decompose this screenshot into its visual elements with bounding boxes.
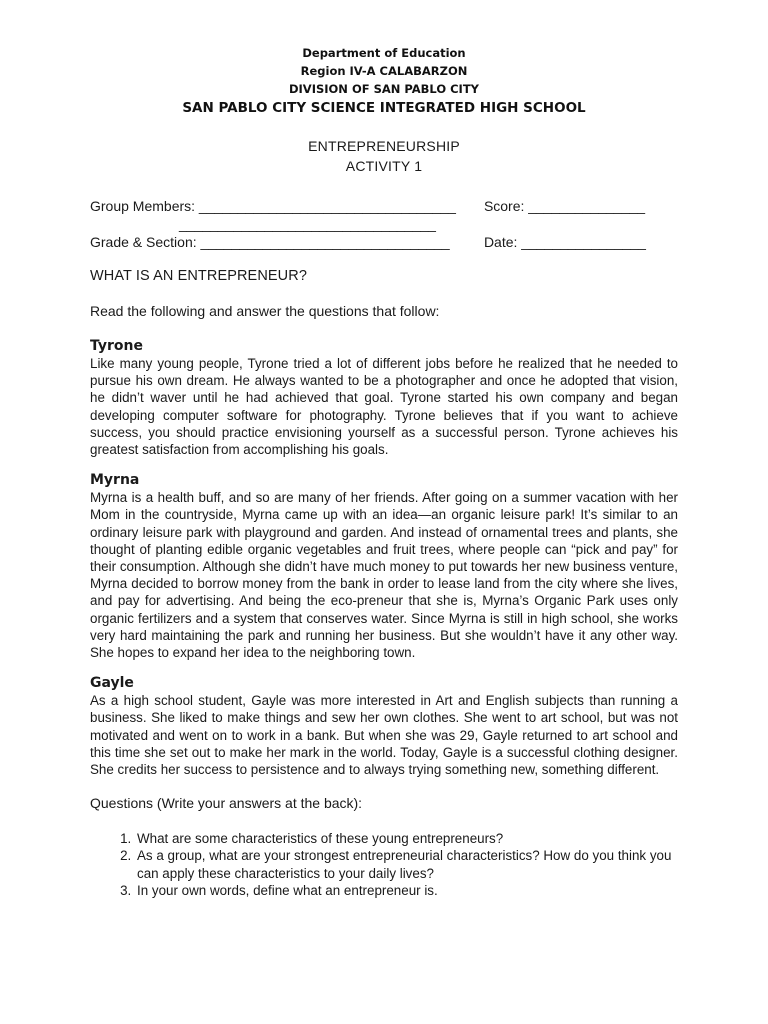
date-field: Date: ________________ <box>483 234 646 250</box>
document-header <box>90 44 678 118</box>
form-row-members <box>90 197 678 215</box>
grade-section-field: Grade & Section: ________________________________ <box>90 234 450 250</box>
form-row-grade <box>90 233 678 251</box>
story-name: Gayle <box>90 675 134 692</box>
school-name: SAN PABLO CITY SCIENCE INTEGRATED HIGH SCHOOL <box>182 100 586 116</box>
question-item: 3. In your own words, define what an entrepreneur is. <box>135 882 678 899</box>
question-item: 2. As a group, what are your strongest entrepreneurial characteristics? How do you think you can apply these characteristics to your daily lives? <box>135 847 678 881</box>
story-section <box>90 472 678 661</box>
instruction-text: Read the following and answer the questions that follow: <box>90 303 440 319</box>
activity-titles <box>90 136 678 176</box>
story-text: Myrna is a health buff, and so are many of her friends. After going on a summer vacation with her Mom in the countryside, Myrna came up with an idea—an organic leisure park! It’s similar to an ordinary leisure park with playground and garden. And instead of ornamental trees and plants, she thought of planting edible organic vegetables and fruit trees, where people can “pick and pay” for their consumption. Although she didn’t have much money to put towards her new business venture, Myrna decided to borrow money from the bank in order to lease land from the city where she lives, and pay for advertising. And being the eco-preneur that she is, Myrna’s Organic Park uses only organic fertilizers and a system that conserves water. Since Myrna is still in high school, she works very hard maintaining the park and running her business. But she wouldn’t have it any other way. She hopes to expand her idea to the neighboring town. <box>90 490 678 661</box>
group-members-field: Group Members: _________________________________ <box>90 198 456 214</box>
question-item: 1. What are some characteristics of these young entrepreneurs? <box>135 830 678 847</box>
subject-title: ENTREPRENEURSHIP <box>308 138 460 154</box>
division-label: DIVISION OF SAN PABLO CITY <box>288 82 480 96</box>
story-section <box>90 338 678 458</box>
activity-title: ACTIVITY 1 <box>345 158 423 174</box>
questions-intro: Questions (Write your answers at the back): <box>90 795 363 812</box>
department-label: Department of Education <box>302 46 466 60</box>
story-name: Myrna <box>90 472 140 489</box>
section-heading: WHAT IS AN ENTREPRENEUR? <box>90 268 307 284</box>
score-field: Score: _______________ <box>483 198 646 214</box>
story-section <box>90 675 678 778</box>
group-members-continuation: _________________________________ <box>179 216 436 232</box>
questions-list <box>90 830 678 899</box>
story-text: As a high school student, Gayle was more interested in Art and English subjects than running a business. She liked to make things and sew her own clothes. She went to art school, but was not motivated and went on to work in a bank. But when she was 29, Gayle returned to art school and this time she set out to make her mark in the world. Today, Gayle is a successful clothing designer. She credits her success to persistence and to always trying something new, something different. <box>90 693 678 778</box>
story-name: Tyrone <box>90 338 143 354</box>
story-text: Like many young people, Tyrone tried a lot of different jobs before he realized that he needed to pursue his own dream. He always wanted to be a photographer and once he adopted that vision, he didn’t waver until he had achieved that goal. Tyrone started his own company and began developing computer software for photography. Tyrone believes that if you want to achieve success, you should practice envisioning yourself as a successful person. Tyrone achieves his greatest satisfaction from accomplishing his goals. <box>90 356 678 458</box>
region-label: Region IV-A CALABARZON <box>300 64 468 78</box>
